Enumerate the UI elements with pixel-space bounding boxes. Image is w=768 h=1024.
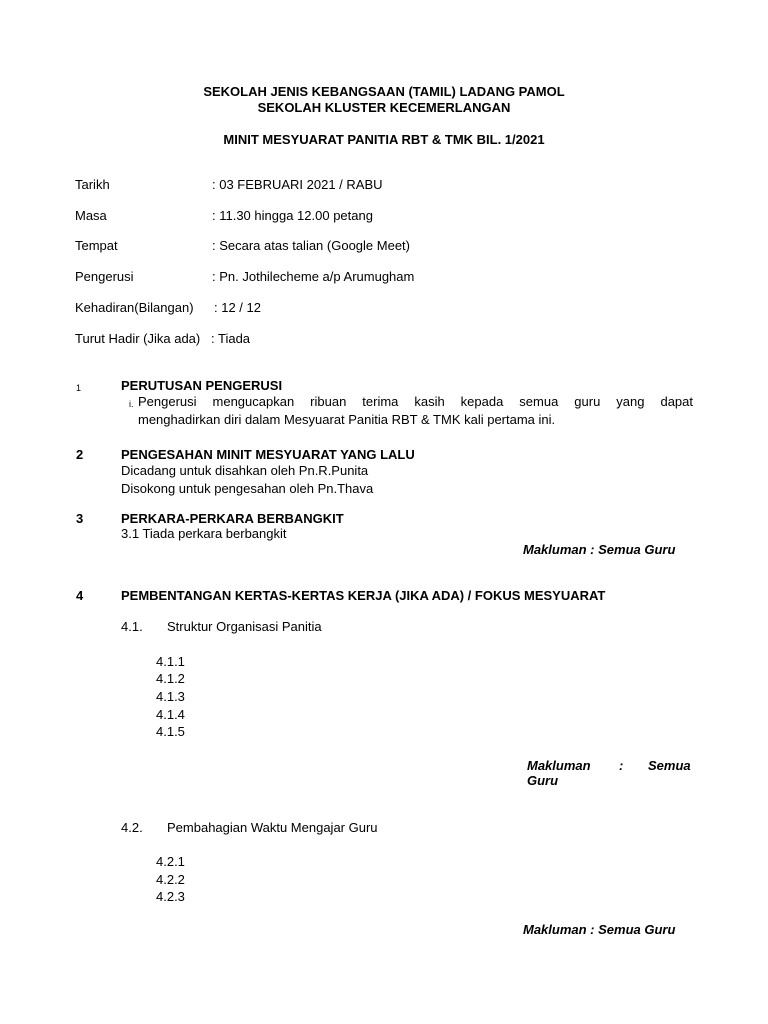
section-2-line-2: Disokong untuk pengesahan oleh Pn.Thava	[121, 481, 374, 496]
school-name: SEKOLAH JENIS KEBANGSAAN (TAMIL) LADANG PAMOL	[203, 84, 565, 99]
list-item: 4.1.3	[156, 689, 185, 704]
subsection-4-1-note-colon: :	[619, 758, 624, 773]
meta-value-turut-hadir: : Tiada	[211, 331, 251, 346]
subsection-4-1-title: Struktur Organisasi Panitia	[167, 619, 322, 634]
list-item: 4.1.4	[156, 707, 185, 722]
section-1-line-2: menghadirkan diri dalam Mesyuarat Panitia RBT & TMK kali pertama ini.	[138, 412, 556, 427]
subsection-4-1-note-value-cont: Guru	[527, 773, 559, 788]
list-item: 4.2.1	[156, 854, 185, 869]
subsection-4-2-number: 4.2.	[121, 820, 143, 835]
section-2-line-1: Dicadang untuk disahkan oleh Pn.R.Punita	[121, 463, 369, 478]
meta-label-turut-hadir: Turut Hadir (Jika ada)	[75, 331, 201, 346]
section-4-number: 4	[76, 588, 84, 603]
meta-label-tarikh: Tarikh	[75, 177, 110, 192]
section-1-title: PERUTUSAN PENGERUSI	[121, 378, 283, 393]
list-item: 4.1.5	[156, 724, 185, 739]
section-3-note: Makluman : Semua Guru	[523, 542, 676, 557]
list-item: 4.2.2	[156, 872, 185, 887]
meta-value-kehadiran: : 12 / 12	[214, 300, 261, 315]
meta-label-pengerusi: Pengerusi	[75, 269, 134, 284]
section-2-number: 2	[76, 447, 84, 462]
document-title: MINIT MESYUARAT PANITIA RBT & TMK BIL. 1/2021	[223, 132, 545, 147]
section-1-number: 1	[76, 383, 82, 393]
list-item: 4.1.1	[156, 654, 185, 669]
list-item: 4.1.2	[156, 671, 185, 686]
meta-label-masa: Masa	[75, 208, 107, 223]
meta-value-tempat: : Secara atas talian (Google Meet)	[212, 238, 410, 253]
subsection-4-1-note-value: Semua	[648, 758, 691, 773]
subsection-4-1-number: 4.1.	[121, 619, 143, 634]
subsection-4-2-title: Pembahagian Waktu Mengajar Guru	[167, 820, 378, 835]
section-3-title: PERKARA-PERKARA BERBANGKIT	[121, 511, 344, 526]
section-1-line-1: Pengerusi mengucapkan ribuan terima kasih kepada semua guru yang dapat	[138, 394, 693, 409]
meta-value-pengerusi: : Pn. Jothilecheme a/p Arumugham	[212, 269, 415, 284]
section-2-title: PENGESAHAN MINIT MESYUARAT YANG LALU	[121, 447, 415, 462]
meta-label-tempat: Tempat	[75, 238, 118, 253]
list-item: 4.2.3	[156, 889, 185, 904]
subsection-4-1-note-label: Makluman	[527, 758, 591, 773]
subsection-4-2-note: Makluman : Semua Guru	[523, 922, 676, 937]
meta-label-kehadiran: Kehadiran(Bilangan)	[75, 300, 194, 315]
section-4-title: PEMBENTANGAN KERTAS-KERTAS KERJA (JIKA ADA) / FOKUS MESYUARAT	[121, 588, 606, 603]
meta-value-tarikh: : 03 FEBRUARI 2021 / RABU	[212, 177, 383, 192]
section-3-line-1: 3.1 Tiada perkara berbangkit	[121, 526, 287, 541]
section-1-bullet: i.	[129, 399, 134, 409]
section-3-number: 3	[76, 511, 84, 526]
school-cluster: SEKOLAH KLUSTER KECEMERLANGAN	[257, 100, 511, 115]
meta-value-masa: : 11.30 hingga 12.00 petang	[212, 208, 373, 223]
